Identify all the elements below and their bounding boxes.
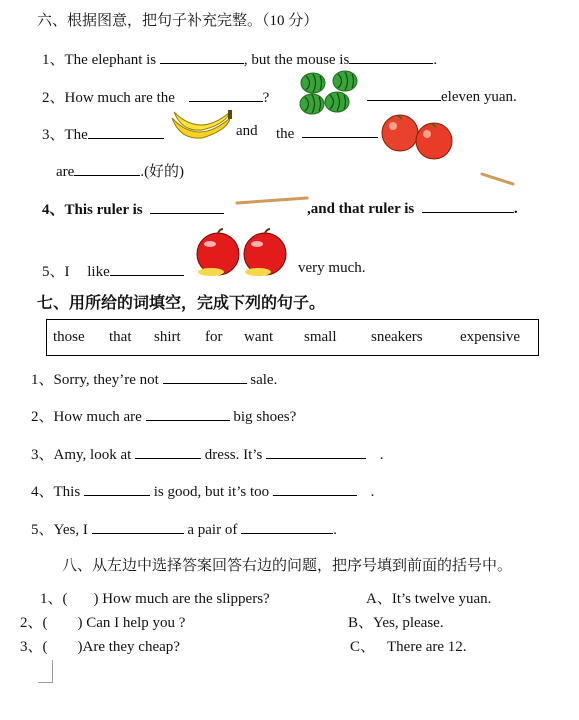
s7-q1 [31,368,277,389]
s7-q4-blank2[interactable] [273,481,357,496]
watermelon-icon [298,70,362,116]
s8-c-letter: C、 [350,639,376,655]
ruler-icon [480,170,516,188]
s6-q2-text-c: eleven yuan. [441,89,517,105]
page-corner-mark [38,660,53,683]
s8-answer-c [350,635,467,656]
s7-q2 [31,405,296,426]
s7-q5-num: 5、 [31,522,54,538]
s7-q3-num: 3、 [31,447,54,463]
s8-c-text: There are 12. [387,639,467,655]
s7-q2-num: 2、 [31,409,54,425]
apple-icon [194,228,290,278]
s6-q1-blank2[interactable] [349,49,433,64]
s6-q2-num: 2、 [42,90,65,106]
s6-q1-blank1[interactable] [160,49,244,64]
s6-q2-tail [367,86,517,106]
s6-q1 [42,48,437,69]
word-item: those [53,329,85,345]
s6-q3 [42,123,164,144]
s8-q1 [40,587,270,608]
s6-q1-num: 1、 [42,52,65,68]
s7-q1-text-b: sale. [250,372,278,388]
s6-q1-text-c: . [433,52,438,68]
s6-q4 [42,198,224,219]
s7-q1-num: 1、 [31,372,54,388]
s8-q3-close: ) [77,639,83,655]
s6-q3-num: 3、 [42,127,65,143]
s6-q4-blank2[interactable] [422,198,514,213]
s7-q5-blank1[interactable] [92,519,184,534]
s6-q4-tail [307,198,518,218]
s7-q2-blank1[interactable] [146,406,230,421]
s7-q4-num: 4、 [31,484,54,500]
s7-q1-text-a: Sorry, they’re not [53,372,159,388]
s7-q3-text-c: . [379,447,384,463]
s7-q2-text-b: big shoes? [233,409,297,425]
s8-b-text: Yes, please. [373,615,444,631]
s8-q3-text: Are they cheap? [82,639,180,655]
s6-q3-blank2[interactable] [302,123,378,138]
s6-q3-line2 [56,160,184,181]
s8-q1-close: ) [93,591,99,607]
s6-q1-text-a: The elephant is [64,52,157,68]
section7-heading: 七、用所给的词填空，完成下列的句子。 [37,295,326,312]
word-item: shirt [154,329,181,345]
s8-q3 [20,635,180,656]
s6-q5-text-b: like [87,264,110,280]
s8-q2-num: 2、( [20,615,48,631]
s6-q3-and: and [236,123,258,139]
word-item: sneakers [371,329,423,345]
orange-icon [380,112,456,162]
word-item: for [205,329,223,345]
s7-q4 [31,480,374,501]
s8-b-letter: B、 [348,615,374,631]
s6-q3-blank1[interactable] [88,124,164,139]
s7-q2-text-a: How much are [53,409,142,425]
ruler-icon [235,194,309,208]
s6-q5-text-c: very much. [298,260,366,276]
s6-q5 [42,260,184,281]
s7-q1-blank1[interactable] [163,369,247,384]
s7-q3 [31,443,384,464]
s6-q5-text-a: I [64,264,70,280]
s8-a-letter: A、 [366,591,392,607]
s7-q5-text-b: a pair of [187,522,238,538]
s6-q3-text-a: The [64,127,88,143]
banana-icon [168,108,234,144]
s6-q5-num: 5、 [42,264,65,280]
s7-q5-text-c: . [333,522,337,538]
word-item: want [244,329,274,345]
s8-q3-num: 3、( [20,639,48,655]
s7-q4-text-c: . [370,484,375,500]
s7-q4-text-a: This [53,484,81,500]
s6-q3-text-e: .(好的) [140,164,185,180]
s6-q5-blank1[interactable] [110,261,184,276]
s6-q4-text-b: ,and that ruler is [307,201,415,217]
s8-answer-a [366,587,491,608]
word-item: small [304,329,337,345]
s8-q2-close: ) [77,615,83,631]
s6-q4-num: 4、 [42,202,65,218]
s6-q2-text-b: ? [262,90,270,106]
s7-q3-blank1[interactable] [135,444,201,459]
s7-q4-blank1[interactable] [84,481,150,496]
s8-q1-num: 1、( [40,591,68,607]
s6-q3-the2 [276,123,378,143]
section8-heading: 八、从左边中选择答案回答右边的问题，把序号填到前面的括号中。 [62,558,513,574]
s6-q4-text-c: . [513,201,518,217]
s6-q4-text-a: This ruler is [64,202,143,218]
s8-q2 [20,611,185,632]
s8-q2-text: Can I help you ? [86,615,186,631]
word-item: that [109,329,132,345]
s7-q3-blank2[interactable] [266,444,366,459]
s7-q5-text-a: Yes, I [53,522,88,538]
s6-q2-blank2[interactable] [367,86,441,101]
section6-heading: 六、根据图意，把句子补充完整。（10 分） [37,13,319,29]
s8-answer-b [348,611,444,632]
s6-q2-blank1[interactable] [189,87,263,102]
s8-q1-text: How much are the slippers? [102,591,270,607]
s7-q5-blank2[interactable] [241,519,333,534]
s6-q3-blank3[interactable] [74,161,140,176]
s8-a-text: It’s twelve yuan. [391,591,492,607]
word-item: expensive [460,329,520,345]
s7-q5 [31,518,337,539]
s6-q3-text-c: the [276,126,295,142]
s6-q1-text-b: , but the mouse is [243,52,350,68]
word-box [46,319,539,356]
s7-q3-text-a: Amy, look at [53,447,132,463]
s6-q2-text-a: How much are the [64,90,175,106]
s7-q3-text-b: dress. It’s [204,447,263,463]
s6-q4-blank1[interactable] [150,199,224,214]
s6-q2 [42,86,269,107]
s7-q4-text-b: is good, but it’s too [153,484,270,500]
s6-q3-text-d: are [56,164,75,180]
